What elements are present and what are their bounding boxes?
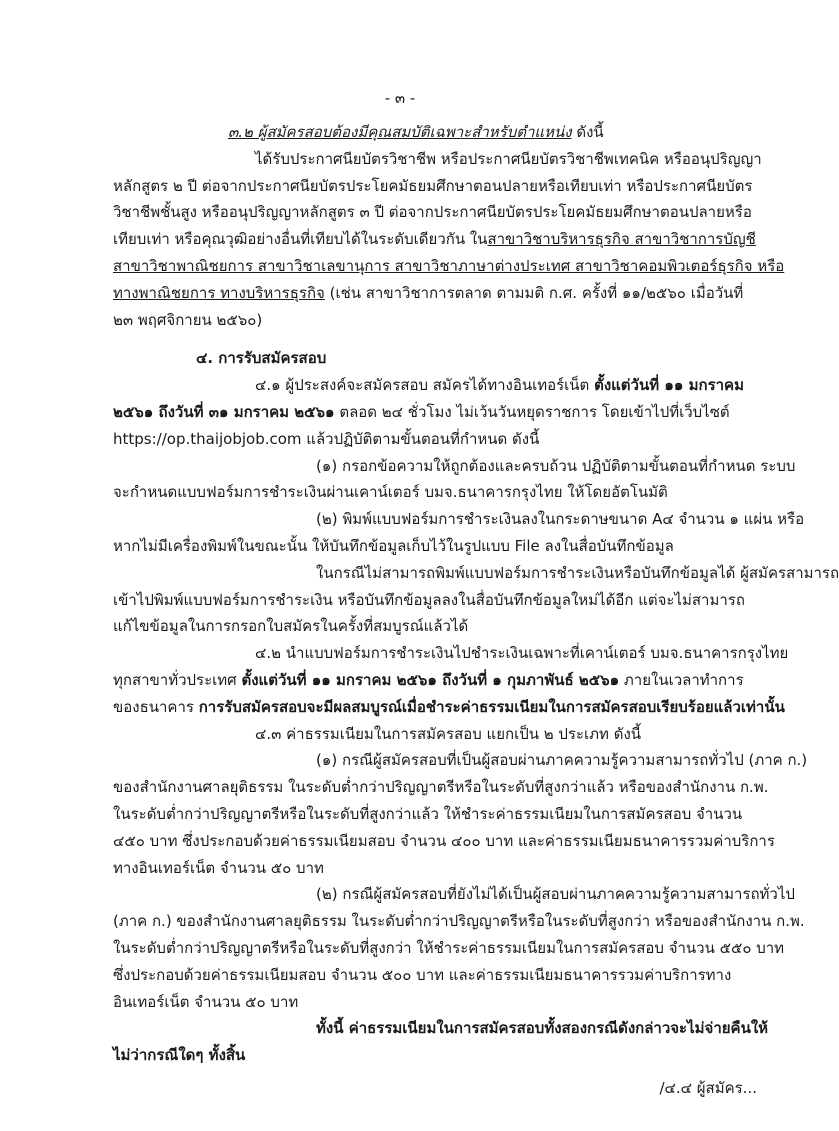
text: ภายในเวลาทำการ xyxy=(619,670,744,689)
text-line xyxy=(113,307,717,334)
text-line xyxy=(113,479,717,506)
text: อินเทอร์เน็ต จำนวน ๕๐ บาท xyxy=(113,992,299,1011)
bold-text: ๒๕๖๑ ถึงวันที่ ๓๑ มกราคม ๒๕๖๑ xyxy=(113,402,335,421)
text-line xyxy=(113,226,756,253)
text: หากไม่มีเครื่องพิมพ์ในขณะนั้น ให้บันทึกข้อมูลเก็บไว้ในรูปแบบ File ลงในสื่อบันทึกข้อมูล xyxy=(113,536,674,555)
text-line xyxy=(113,694,785,721)
text: ดังนี้ xyxy=(571,123,604,141)
text-line xyxy=(113,1042,717,1069)
text: ๔.๓ ค่าธรรมเนียมในการสมัครสอบ แยกเป็น ๒ ประเภท ดังนี้ xyxy=(255,724,642,743)
text: แก้ไขข้อมูลในการกรอกใบสมัครในครั้งที่สมบูรณ์แล้วได้ xyxy=(113,617,469,636)
text-line xyxy=(113,935,785,962)
section-heading-4 xyxy=(113,345,717,372)
text: หลักสูตร ๒ ปี ต่อจากประกาศนียบัตรประโยคมัธยมศึกษาตอนปลายหรือเทียบเท่า หรือประกาศนียบัตร xyxy=(113,176,753,195)
text-line xyxy=(113,146,762,173)
bold-text: ไม่ว่ากรณีใดๆ ทั้งสิ้น xyxy=(113,1046,246,1065)
text: (๒) พิมพ์แบบฟอร์มการชำระเงินลงในกระดาษขนาด A๔ จำนวน ๑ แผ่น หรือ xyxy=(316,510,805,529)
text: (๑) กรอกข้อความให้ถูกต้องและครบถ้วน ปฏิบัติตามขั้นตอนที่กำหนด ระบบ xyxy=(316,456,796,475)
text: ซึ่งประกอบด้วยค่าธรรมเนียมสอบ จำนวน ๕๐๐ บาท และค่าธรรมเนียมธนาคารรวมค่าบริการทาง xyxy=(113,965,732,984)
bold-text: ตั้งแต่วันที่ ๑๑ มกราคม ๒๕๖๑ ถึงวันที่ ๑ กุมภาพันธ์ ๒๕๖๑ xyxy=(241,670,620,689)
text: ๒๓ พฤศจิกายน ๒๕๖๐) xyxy=(113,310,263,329)
underlined-text: สาขาวิชาพาณิชยการ สาขาวิชาเลขานุการ สาขาวิชาภาษาต่างประเทศ สาขาวิชาคอมพิวเตอร์ธุรกิจ หรือ xyxy=(113,256,785,275)
text-line xyxy=(113,587,745,614)
page-number: - ๓ - xyxy=(384,89,416,107)
text-line xyxy=(113,280,744,307)
bold-text: ทั้งนี้ ค่าธรรมเนียมในการสมัครสอบทั้งสองกรณีดังกล่าวจะไม่จ่ายคืนให้ xyxy=(316,1019,769,1038)
text: ในกรณีไม่สามารถพิมพ์แบบฟอร์มการชำระเงินหรือบันทึกข้อมูลได้ ผู้สมัครสามารถ xyxy=(316,563,839,582)
heading-text: ๔. การรับสมัครสอบ xyxy=(196,349,327,368)
text-line xyxy=(113,774,769,801)
text-line xyxy=(113,962,732,989)
text: (๑) กรณีผู้สมัครสอบที่เป็นผู้สอบผ่านภาคความรู้ความสามารถทั่วไป (ภาค ก.) xyxy=(316,751,808,770)
text-line xyxy=(113,426,717,453)
text-line xyxy=(113,747,808,774)
text-line xyxy=(113,721,717,748)
text-line xyxy=(113,399,730,426)
text-line xyxy=(113,506,805,533)
text-line xyxy=(113,173,753,200)
underlined-text: สาขาวิชาบริหารธุรกิจ สาขาวิชาการบัญชี xyxy=(487,230,756,249)
bold-text: ตั้งแต่วันที่ ๑๑ มกราคม xyxy=(594,376,744,395)
text: (ภาค ก.) ของสำนักงานศาลยุติธรรม ในระดับต่ำกว่าปริญญาตรีหรือในระดับที่สูงกว่า หรือของสำนักงาน ก.พ. xyxy=(113,912,805,931)
text-line xyxy=(113,667,744,694)
text: ทางอินเทอร์เน็ต จำนวน ๕๐ บาท xyxy=(113,858,324,877)
underlined-text: ทางพาณิชยการ ทางบริหารธุรกิจ xyxy=(113,283,325,302)
text: ตลอด ๒๔ ชั่วโมง ไม่เว้นวันหยุดราชการ โดยเข้าไปที่เว็บไซต์ xyxy=(334,402,730,421)
text-line xyxy=(113,372,744,399)
text: ๔.๒ นำแบบฟอร์มการชำระเงินไปชำระเงินเฉพาะที่เคาน์เตอร์ บมจ.ธนาคารกรุงไทย xyxy=(255,644,789,663)
text-line xyxy=(113,828,775,855)
text: (๒) กรณีผู้สมัครสอบที่ยังไม่ได้เป็นผู้สอบผ่านภาคความรู้ความสามารถทั่วไป xyxy=(316,885,795,904)
text: วิชาชีพชั้นสูง หรืออนุปริญญาหลักสูตร ๓ ปี ต่อจากประกาศนียบัตรประโยคมัธยมศึกษาตอนปลายหรือ xyxy=(113,203,752,222)
text: จะกำหนดแบบฟอร์มการชำระเงินผ่านเคาน์เตอร์ บมจ.ธนาคารกรุงไทย ให้โดยอัตโนมัติ xyxy=(113,483,668,502)
continuation-note: /๔.๔ ผู้สมัคร... xyxy=(659,1079,757,1097)
text: ๔.๑ ผู้ประสงค์จะสมัครสอบ สมัครได้ทางอินเทอร์เน็ต xyxy=(255,376,595,395)
text-line xyxy=(113,1015,769,1042)
text: เข้าไปพิมพ์แบบฟอร์มการชำระเงิน หรือบันทึกข้อมูลลงในสื่อบันทึกข้อมูลใหม่ได้อีก แต่จะไม่สามารถ xyxy=(113,590,745,609)
text: (เช่น สาขาวิชาการตลาด ตามมติ ก.ศ. ครั้งที่ ๑๑/๒๕๖๐ เมื่อวันที่ xyxy=(324,283,744,302)
text-line xyxy=(113,253,785,280)
text-line xyxy=(113,640,789,667)
text: https://op.thaijobjob.com แล้วปฏิบัติตามขั้นตอนที่กำหนด ดังนี้ xyxy=(113,429,540,448)
text: ๔๕๐ บาท ซึ่งประกอบด้วยค่าธรรมเนียมสอบ จำนวน ๔๐๐ บาท และค่าธรรมเนียมธนาคารรวมค่าบริการ xyxy=(113,831,775,850)
text: ทุกสาขาทั่วประเทศ xyxy=(113,670,242,689)
text: ของธนาคาร xyxy=(113,697,199,716)
text-line xyxy=(113,453,796,480)
text-line xyxy=(113,801,743,828)
text-line xyxy=(113,560,839,587)
text-line xyxy=(113,989,717,1016)
text-line xyxy=(113,533,717,560)
text: ได้รับประกาศนียบัตรวิชาชีพ หรือประกาศนียบัตรวิชาชีพเทคนิค หรืออนุปริญญา xyxy=(255,149,762,168)
heading-text: ๓.๒ ผู้สมัครสอบต้องมีคุณสมบัติเฉพาะสำหรับตำแหน่ง xyxy=(228,123,572,141)
text-line xyxy=(113,881,795,908)
text: ของสำนักงานศาลยุติธรรม ในระดับต่ำกว่าปริญญาตรีหรือในระดับที่สูงกว่าแล้ว หรือของสำนักงาน ก.พ. xyxy=(113,778,769,797)
text: ในระดับต่ำกว่าปริญญาตรีหรือในระดับที่สูงกว่า ให้ชำระค่าธรรมเนียมในการสมัครสอบ จำนวน ๕๕๐ บาท xyxy=(113,938,785,957)
text: เทียบเท่า หรือคุณวุฒิอย่างอื่นที่เทียบได้ในระดับเดียวกัน ใน xyxy=(113,230,488,249)
bold-text: การรับสมัครสอบจะมีผลสมบูรณ์เมื่อชำระค่าธรรมเนียมในการสมัครสอบเรียบร้อยแล้วเท่านั้น xyxy=(198,697,785,716)
text-line xyxy=(113,855,717,882)
section-heading-3-2 xyxy=(113,119,717,146)
text-line xyxy=(113,908,805,935)
text-line xyxy=(113,613,717,640)
text: ในระดับต่ำกว่าปริญญาตรีหรือในระดับที่สูงกว่าแล้ว ให้ชำระค่าธรรมเนียมในการสมัครสอบ จำนวน xyxy=(113,804,743,823)
document-body xyxy=(113,119,839,1069)
text-line xyxy=(113,199,752,226)
